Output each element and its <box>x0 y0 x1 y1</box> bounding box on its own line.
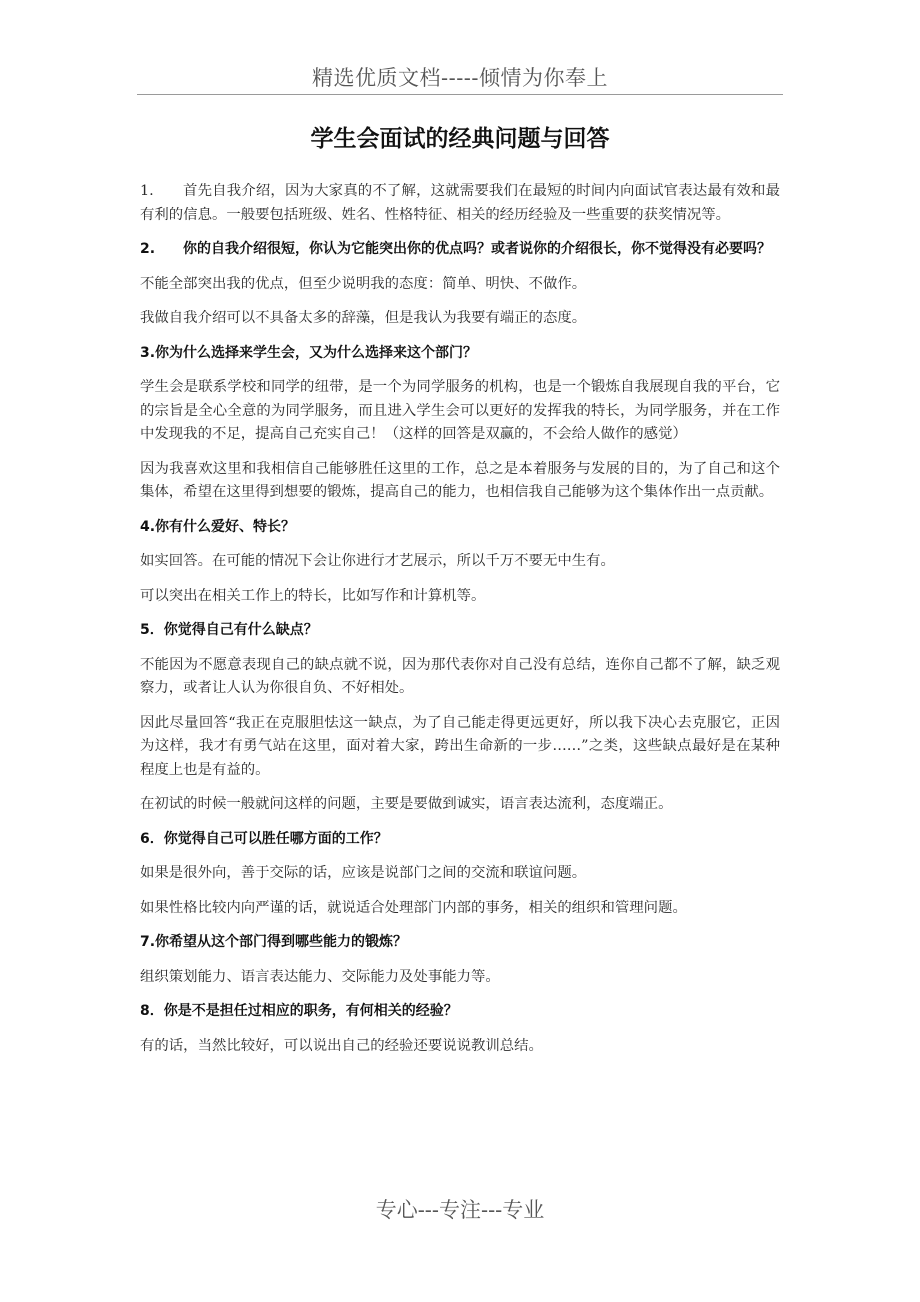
page-footer: 专心---专注---专业 <box>375 1198 545 1222</box>
paragraph: 我做自我介绍可以不具备太多的辞藻，但是我认为我要有端正的态度。 <box>140 310 587 326</box>
question-heading: 5．你觉得自己有什么缺点？ <box>140 622 318 638</box>
paragraph: 如果性格比较内向严谨的话，就说适合处理部门内部的事务，相关的组织和管理问题。 <box>140 899 687 916</box>
header-divider <box>137 94 783 95</box>
paragraph: 组织策划能力、语言表达能力、交际能力及处事能力等。 <box>140 968 500 985</box>
paragraph: 如果是很外向，善于交际的话，应该是说部门之间的交流和联谊问题。 <box>140 865 587 881</box>
document-title: 学生会面试的经典问题与回答 <box>310 126 610 152</box>
question-heading: 8．你是不是担任过相应的职务，有何相关的经验？ <box>140 1003 458 1019</box>
paragraph: 学生会是联系学校和同学的纽带，是一个为同学服务的机构，也是一个锻炼自我展现自我的平台，它的宗旨是全心全意的为同学服务，而且进入学生会可以更好的发挥我的特长，为同学服务，并在工作中发现我的不足，提高自己充实自己！（这样的回答是双赢的，不会给人做作的感觉） <box>140 379 780 442</box>
paragraph: 在初试的时候一般就问这样的问题，主要是要做到诚实，语言表达流利，态度端正。 <box>140 796 673 812</box>
paragraph: 1. 首先自我介绍，因为大家真的不了解，这就需要我们在最短的时间内向面试官表达最有效和最有利的信息。一般要包括班级、姓名、性格特征、相关的经历经验及一些重要的获奖情况等。 <box>140 183 780 223</box>
paragraph: 可以突出在相关工作上的特长，比如写作和计算机等。 <box>140 587 486 604</box>
question-heading: 2. 你的自我介绍很短，你认为它能突出你的优点吗？或者说你的介绍很长，你不觉得没有必要吗？ <box>140 241 772 257</box>
paragraph: 如实回答。在可能的情况下会让你进行才艺展示，所以千万不要无中生有。 <box>140 553 615 569</box>
question-heading: 3.你为什么选择来学生会，又为什么选择来这个部门？ <box>140 344 478 361</box>
page-header: 精选优质文档-----倾情为你奉上 <box>312 66 608 90</box>
paragraph: 不能全部突出我的优点，但至少说明我的态度：简单、明快、不做作。 <box>140 275 587 292</box>
paragraph: 有的话，当然比较好，可以说出自己的经验还要说说教训总结。 <box>140 1037 543 1054</box>
document-body <box>140 180 780 1069</box>
question-heading: 7.你希望从这个部门得到哪些能力的锻炼？ <box>140 934 408 950</box>
question-heading: 6．你觉得自己可以胜任哪方面的工作？ <box>140 830 388 847</box>
question-heading: 4.你有什么爱好、特长？ <box>140 518 296 535</box>
paragraph: 不能因为不愿意表现自己的缺点就不说，因为那代表你对自己没有总结，连你自己都不了解，缺乏观察力，或者让人认为你很自负、不好相处。 <box>140 656 780 696</box>
paragraph: 因为我喜欢这里和我相信自己能够胜任这里的工作，总之是本着服务与发展的目的，为了自己和这个集体，希望在这里得到想要的锻炼，提高自己的能力，也相信我自己能够为这个集体作出一点贡献。 <box>140 460 780 500</box>
paragraph: 因此尽量回答“我正在克服胆怯这一缺点，为了自己能走得更远更好，所以我下决心去克服它，正因为这样，我才有勇气站在这里，面对着大家，跨出生命新的一步……”之类，这些缺点最好是在某种程度上也是有益的。 <box>140 714 780 778</box>
